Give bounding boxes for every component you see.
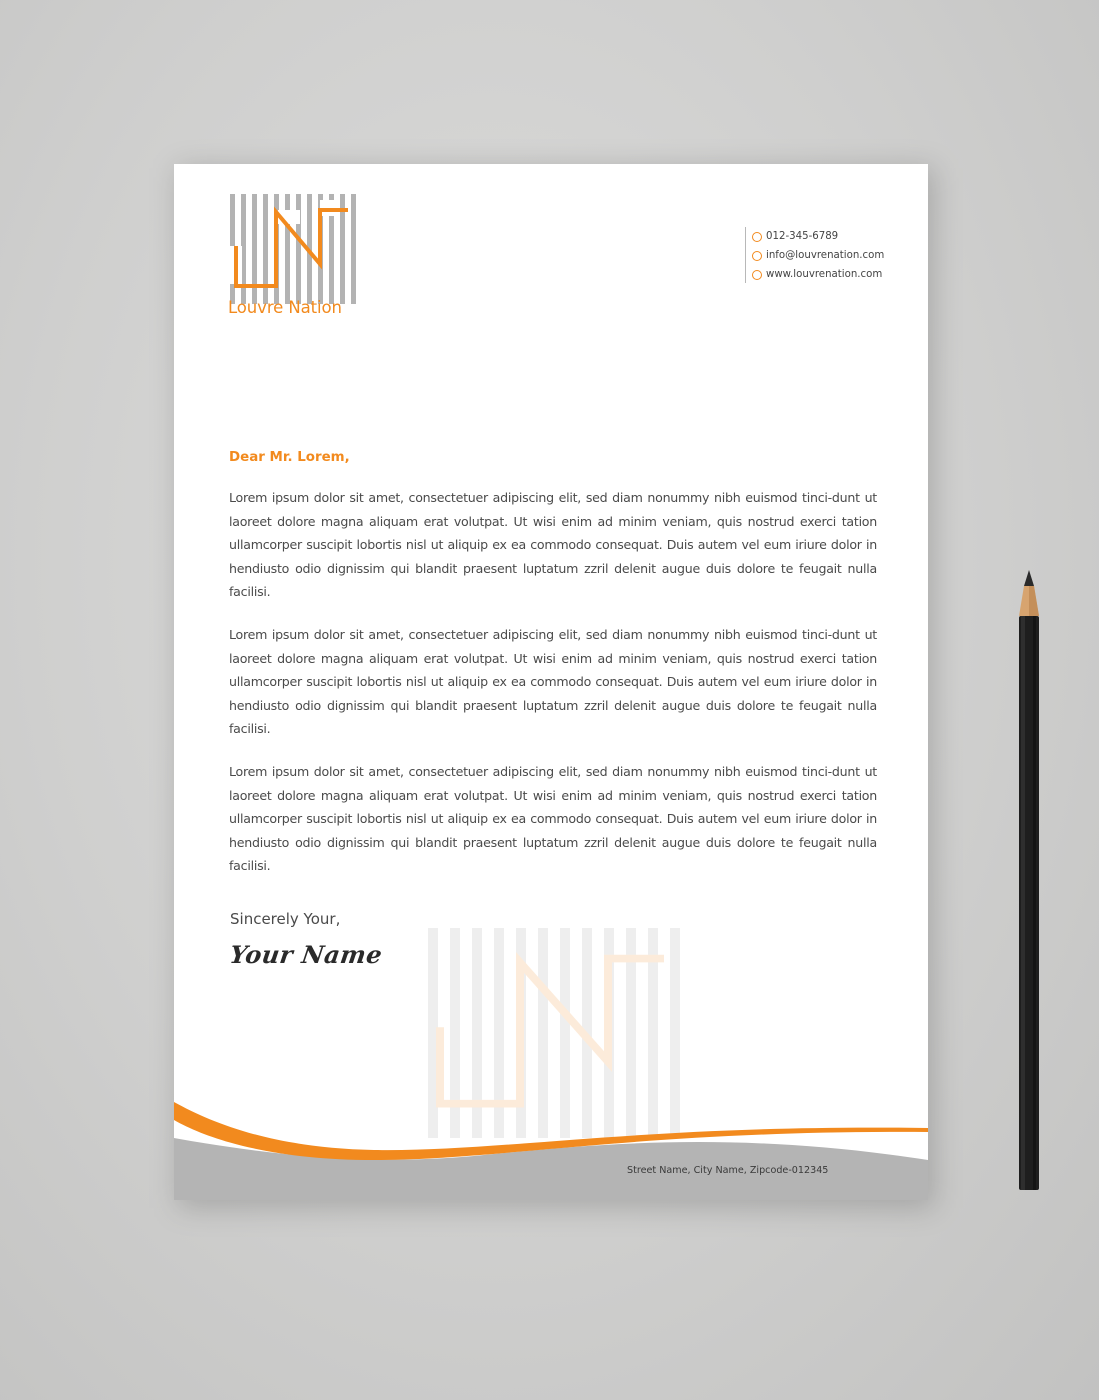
body-paragraph: Lorem ipsum dolor sit amet, consectetuer adipiscing elit, sed diam nonummy nibh euismod tinci-dunt ut laoreet dolore magna aliquam erat volutpat. Ut wisi enim ad minim veniam, quis nostrud exerci tation ullamcorper suscipit lobortis nisl ut aliquip ex ea commodo consequat. Duis autem vel eum iriure dolor in hendiusto odio dignissim qui blandit praesent luptatum zzril delenit augue duis dolore te feugait nulla facilisi. [229, 490, 877, 600]
email-icon [752, 251, 762, 261]
footer-address: Street Name, City Name, Zipcode-012345 [627, 1165, 829, 1176]
letterhead-sheet [174, 164, 928, 1200]
globe-icon [752, 270, 762, 280]
email-text: info@louvrenation.com [766, 250, 885, 261]
pencil-icon [1012, 570, 1046, 1195]
brand-name: Louvre Nation [228, 298, 342, 317]
contact-block [745, 227, 884, 283]
footer-wave [174, 1084, 928, 1200]
contact-email [752, 246, 884, 265]
phone-text: 012-345-6789 [766, 231, 839, 242]
contact-website [752, 265, 884, 284]
phone-icon [752, 232, 762, 242]
closing: Sincerely Your, [230, 910, 341, 928]
contact-phone [752, 227, 884, 246]
signature: Your Name [227, 940, 385, 969]
body-paragraph: Lorem ipsum dolor sit amet, consectetuer adipiscing elit, sed diam nonummy nibh euismod tinci-dunt ut laoreet dolore magna aliquam erat volutpat. Ut wisi enim ad minim veniam, quis nostrud exerci tation ullamcorper suscipit lobortis nisl ut aliquip ex ea commodo consequat. Duis autem vel eum iriure dolor in hendiusto odio dignissim qui blandit praesent luptatum zzril delenit augue duis dolore te feugait nulla facilisi. [229, 627, 877, 737]
greeting: Dear Mr. Lorem, [229, 450, 350, 465]
body-paragraph: Lorem ipsum dolor sit amet, consectetuer adipiscing elit, sed diam nonummy nibh euismod tinci-dunt ut laoreet dolore magna aliquam erat volutpat. Ut wisi enim ad minim veniam, quis nostrud exerci tation ullamcorper suscipit lobortis nisl ut aliquip ex ea commodo consequat. Duis autem vel eum iriure dolor in hendiusto odio dignissim qui blandit praesent luptatum zzril delenit augue duis dolore te feugait nulla facilisi. [229, 764, 877, 874]
website-text: www.louvrenation.com [766, 269, 883, 280]
